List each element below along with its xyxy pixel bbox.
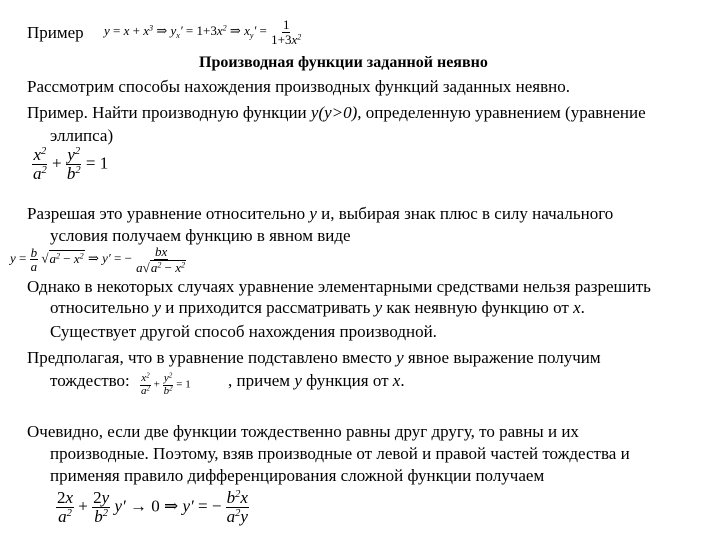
explicit-function-formula: y = $\frac{b}{a}$ $√a^2 - x^2$ ⇒ y′ = − $\frac{bx}{a√a^2 - x^2}$ xyxy=(10,244,185,275)
paragraph-assume-line2-rest: , причем y функция от x. xyxy=(228,371,405,390)
page-title: Производная функции заданной неявно xyxy=(199,54,488,71)
identity-formula: $\frac{x^2}{a^2}$ + $\frac{y^2}{b^2}$ = 1 xyxy=(141,372,191,397)
paragraph-however-line1: Однако в некоторых случаях уравнение элементарными средствами нельзя разрешить xyxy=(27,277,651,296)
paragraph-assume-line1: Предполагая, что в уравнение подставлено вместо y явное выражение получим xyxy=(27,348,601,367)
paragraph-another-way: Существует другой способ нахождения производной. xyxy=(50,322,437,341)
example-label: Пример xyxy=(27,23,84,42)
example-formula: $y = x + x^3$ ⇒ $y_x' = 1+3x^2$ ⇒ $x_y'$ = $\frac{1}{1+3x^2}$ xyxy=(104,17,302,47)
paragraph-example-line2: эллипса) xyxy=(50,126,114,145)
paragraph-obvious-line2: производные. Поэтому, взяв производные от левой и правой частей тождества и xyxy=(50,444,630,463)
ellipse-equation: $\frac{x^2}{a^2}$ + $\frac{y^2}{b^2}$ = 1 xyxy=(33,145,109,183)
paragraph-solve-line2: условия получаем функцию в явном виде xyxy=(50,226,351,245)
paragraph-obvious-line1: Очевидно, если две функции тождественно равны друг другу, то равны и их xyxy=(27,422,579,441)
paragraph-assume-line2-label: тождество: xyxy=(50,371,130,390)
derivative-formula: $\frac{2x}{a^2}$ + $\frac{2y}{b^2}$ y′ → 0 ⇒ y′ = − $\frac{b^2x}{a^2y}$ xyxy=(57,488,248,526)
paragraph-example-line1: Пример. Найти производную функции y(y>0), определенную уравнением (уравнение xyxy=(27,103,646,122)
paragraph-however-line2: относительно y и приходится рассматривать y как неявную функцию от x. xyxy=(50,298,585,317)
paragraph-solve-line1: Разрешая это уравнение относительно y и, выбирая знак плюс в силу начального xyxy=(27,204,614,223)
paragraph-intro: Рассмотрим способы нахождения производных функций заданных неявно. xyxy=(27,77,570,96)
paragraph-obvious-line3: применяя правило дифференцирования сложной функции получаем xyxy=(50,466,545,485)
